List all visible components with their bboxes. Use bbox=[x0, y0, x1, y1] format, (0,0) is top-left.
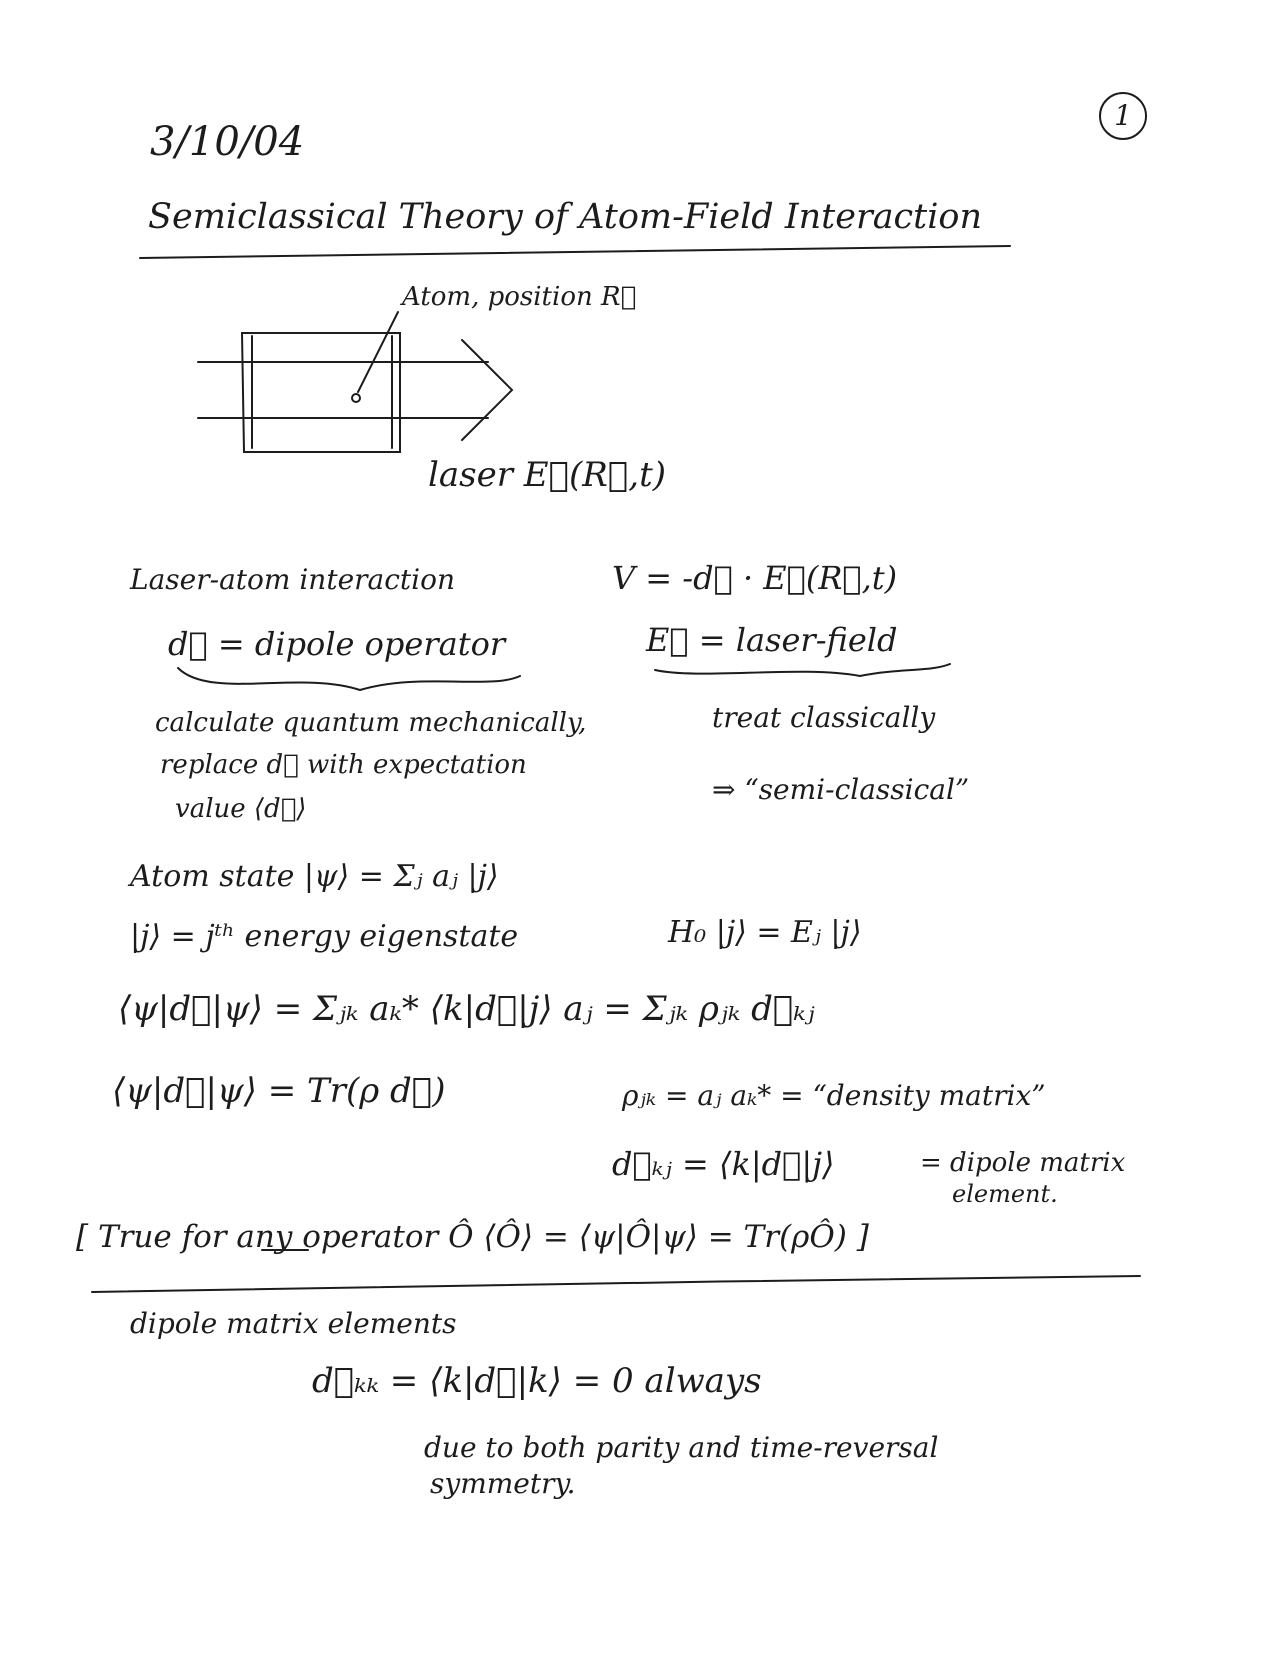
title-underline bbox=[140, 246, 1010, 258]
dipole-element-note-2: element. bbox=[952, 1180, 1058, 1208]
beam-box-inner bbox=[252, 336, 392, 448]
classical-line-2: ⇒ “semi-classical” bbox=[712, 773, 970, 806]
page-number: 1 bbox=[1099, 92, 1147, 140]
interaction-heading: Laser-atom interaction bbox=[130, 563, 455, 596]
atom-label: Atom, position R⃗ bbox=[402, 282, 637, 312]
date: 3/10/04 bbox=[150, 119, 305, 165]
section-separator bbox=[92, 1276, 1140, 1292]
dipole-definition: d⃗ = dipole operator bbox=[168, 625, 506, 663]
elements-heading: dipole matrix elements bbox=[130, 1307, 457, 1340]
symmetry-reason-2: symmetry. bbox=[430, 1467, 576, 1500]
dipole-element-note-1: = dipole matrix bbox=[920, 1148, 1126, 1178]
quantum-line-3: value ⟨d⃗⟩ bbox=[175, 794, 307, 824]
diagonal-element: d⃗ₖₖ = ⟨k|d⃗|k⟩ = 0 always bbox=[312, 1361, 762, 1401]
symmetry-reason-1: due to both parity and time-reversal bbox=[424, 1431, 939, 1464]
field-definition: E⃗ = laser-field bbox=[646, 621, 898, 659]
eigenstate-definition: |j⟩ = jᵗʰ energy eigenstate bbox=[130, 919, 519, 954]
dipole-brace bbox=[178, 668, 520, 690]
general-operator-statement: [ True for any operator Ô ⟨Ô⟩ = ⟨ψ|Ô|ψ⟩ = Tr(ρÔ) ] bbox=[76, 1219, 869, 1255]
potential-equation: V = -d⃗ · E⃗(R⃗,t) bbox=[612, 559, 898, 597]
laser-label: laser E⃗(R⃗,t) bbox=[428, 455, 666, 495]
beam-box bbox=[242, 333, 400, 452]
classical-line-1: treat classically bbox=[712, 701, 936, 734]
quantum-line-2: replace d⃗ with expectation bbox=[160, 750, 527, 780]
atom-state: Atom state |ψ⟩ = Σⱼ aⱼ |j⟩ bbox=[130, 859, 499, 894]
atom-dot bbox=[352, 394, 360, 402]
page-title: Semiclassical Theory of Atom-Field Interaction bbox=[148, 197, 983, 237]
hamiltonian-equation: H₀ |j⟩ = Eⱼ |j⟩ bbox=[668, 915, 862, 950]
dipole-matrix-element: d⃗ₖⱼ = ⟨k|d⃗|j⟩ bbox=[612, 1145, 835, 1183]
field-brace bbox=[655, 664, 950, 676]
quantum-line-1: calculate quantum mechanically, bbox=[155, 708, 587, 738]
trace-equation: ⟨ψ|d⃗|ψ⟩ = Tr(ρ d⃗) bbox=[112, 1071, 446, 1111]
density-matrix: ρⱼₖ = aⱼ aₖ* = “density matrix” bbox=[622, 1079, 1046, 1112]
expectation-expansion: ⟨ψ|d⃗|ψ⟩ = Σⱼₖ aₖ* ⟨k|d⃗|j⟩ aⱼ = Σⱼₖ ρⱼₖ d⃗ₖⱼ bbox=[118, 989, 815, 1029]
beam-arrow-head bbox=[462, 340, 512, 440]
